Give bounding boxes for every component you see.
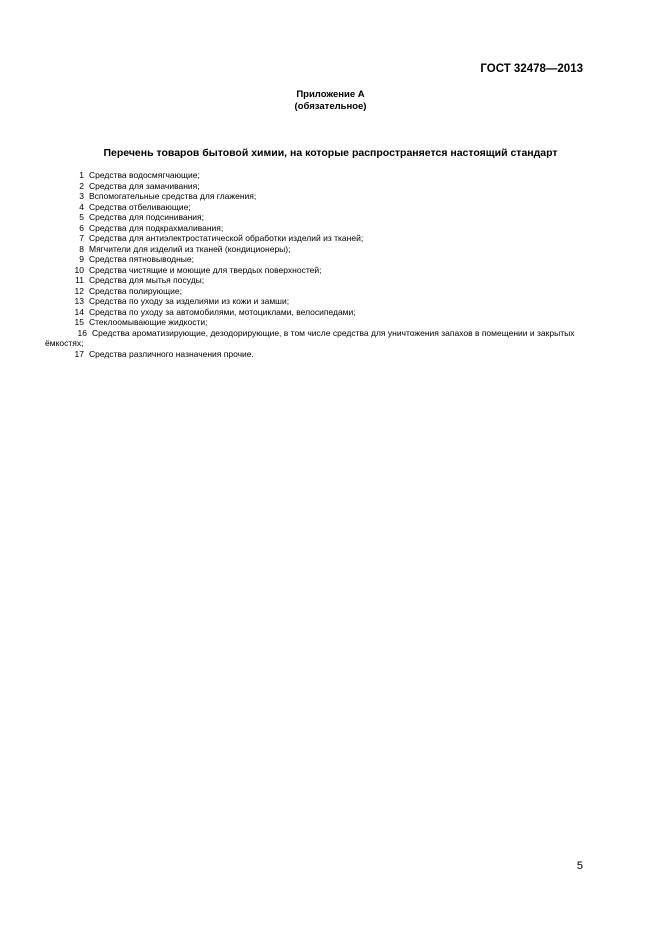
list-item	[45, 349, 585, 360]
item-number: 15	[74, 317, 84, 327]
item-number: 7	[79, 233, 84, 243]
item-number: 6	[79, 222, 84, 233]
annex-status: (обязательное)	[294, 101, 367, 112]
list-item	[45, 328, 585, 349]
item-number: 8	[79, 243, 84, 254]
list-item	[45, 202, 585, 213]
list-item	[45, 223, 585, 234]
item-text: Средства по уходу за изделиями из кожи и замши;	[89, 296, 290, 306]
item-number: 16	[77, 327, 87, 338]
item-text: Средства различного назначения прочие.	[89, 348, 254, 359]
item-number: 3	[79, 191, 84, 201]
item-number: 14	[74, 306, 84, 317]
item-text: Средства для мытья посуды;	[89, 275, 205, 285]
list-item	[45, 181, 585, 192]
list-item	[45, 307, 585, 318]
item-text: Средства для подкрахмаливания;	[89, 222, 224, 233]
list-item	[45, 275, 585, 286]
item-text: Средства для замачивания;	[89, 180, 200, 191]
annex-title: Приложение А	[296, 89, 365, 100]
page-number: 5	[576, 860, 583, 872]
item-number: 12	[74, 285, 84, 296]
list-item	[45, 254, 585, 265]
item-text: Средства ароматизирующие, дезодорирующие, в том числе средства для уничтожения запахов в помещении и закрытых ёмкостях;	[45, 327, 575, 348]
list-item	[45, 265, 585, 276]
product-list	[45, 170, 585, 359]
item-number: 11	[75, 275, 84, 285]
list-item	[45, 317, 585, 328]
item-text: Мягчители для изделий из тканей (кондиционеры);	[89, 243, 291, 254]
item-text: Вспомогательные средства для глажения;	[89, 191, 257, 201]
list-item	[45, 244, 585, 255]
list-heading: Перечень товаров бытовой химии, на которые распространяется настоящий стандарт	[103, 147, 558, 159]
item-text: Средства для подсинивания;	[89, 212, 204, 222]
item-number: 4	[79, 201, 84, 212]
item-number: 17	[74, 348, 84, 359]
item-text: Средства для антиэлектростатической обработки изделий из тканей;	[89, 233, 364, 243]
list-item	[45, 170, 585, 181]
list-item	[45, 286, 585, 297]
item-number: 1	[79, 170, 84, 180]
item-text: Средства отбеливающие;	[89, 201, 191, 212]
item-text: Стеклоомывающие жидкости;	[89, 317, 208, 327]
list-item	[45, 296, 585, 307]
list-item	[45, 212, 585, 223]
standard-code: ГОСТ 32478—2013	[480, 63, 583, 75]
list-item	[45, 191, 585, 202]
item-text: Средства пятновыводные;	[89, 254, 194, 264]
item-text: Средства полирующие;	[89, 285, 182, 296]
item-number: 9	[79, 254, 84, 264]
annex-block	[0, 89, 661, 113]
item-text: Средства водосмягчающие;	[89, 170, 200, 180]
item-number: 2	[79, 180, 84, 191]
item-number: 13	[74, 296, 84, 306]
item-number: 5	[79, 212, 84, 222]
item-text: Средства чистящие и моющие для твердых поверхностей;	[89, 264, 322, 275]
item-number: 10	[74, 264, 84, 275]
list-item	[45, 233, 585, 244]
item-text: Средства по уходу за автомобилями, мотоциклами, велосипедами;	[89, 306, 356, 317]
